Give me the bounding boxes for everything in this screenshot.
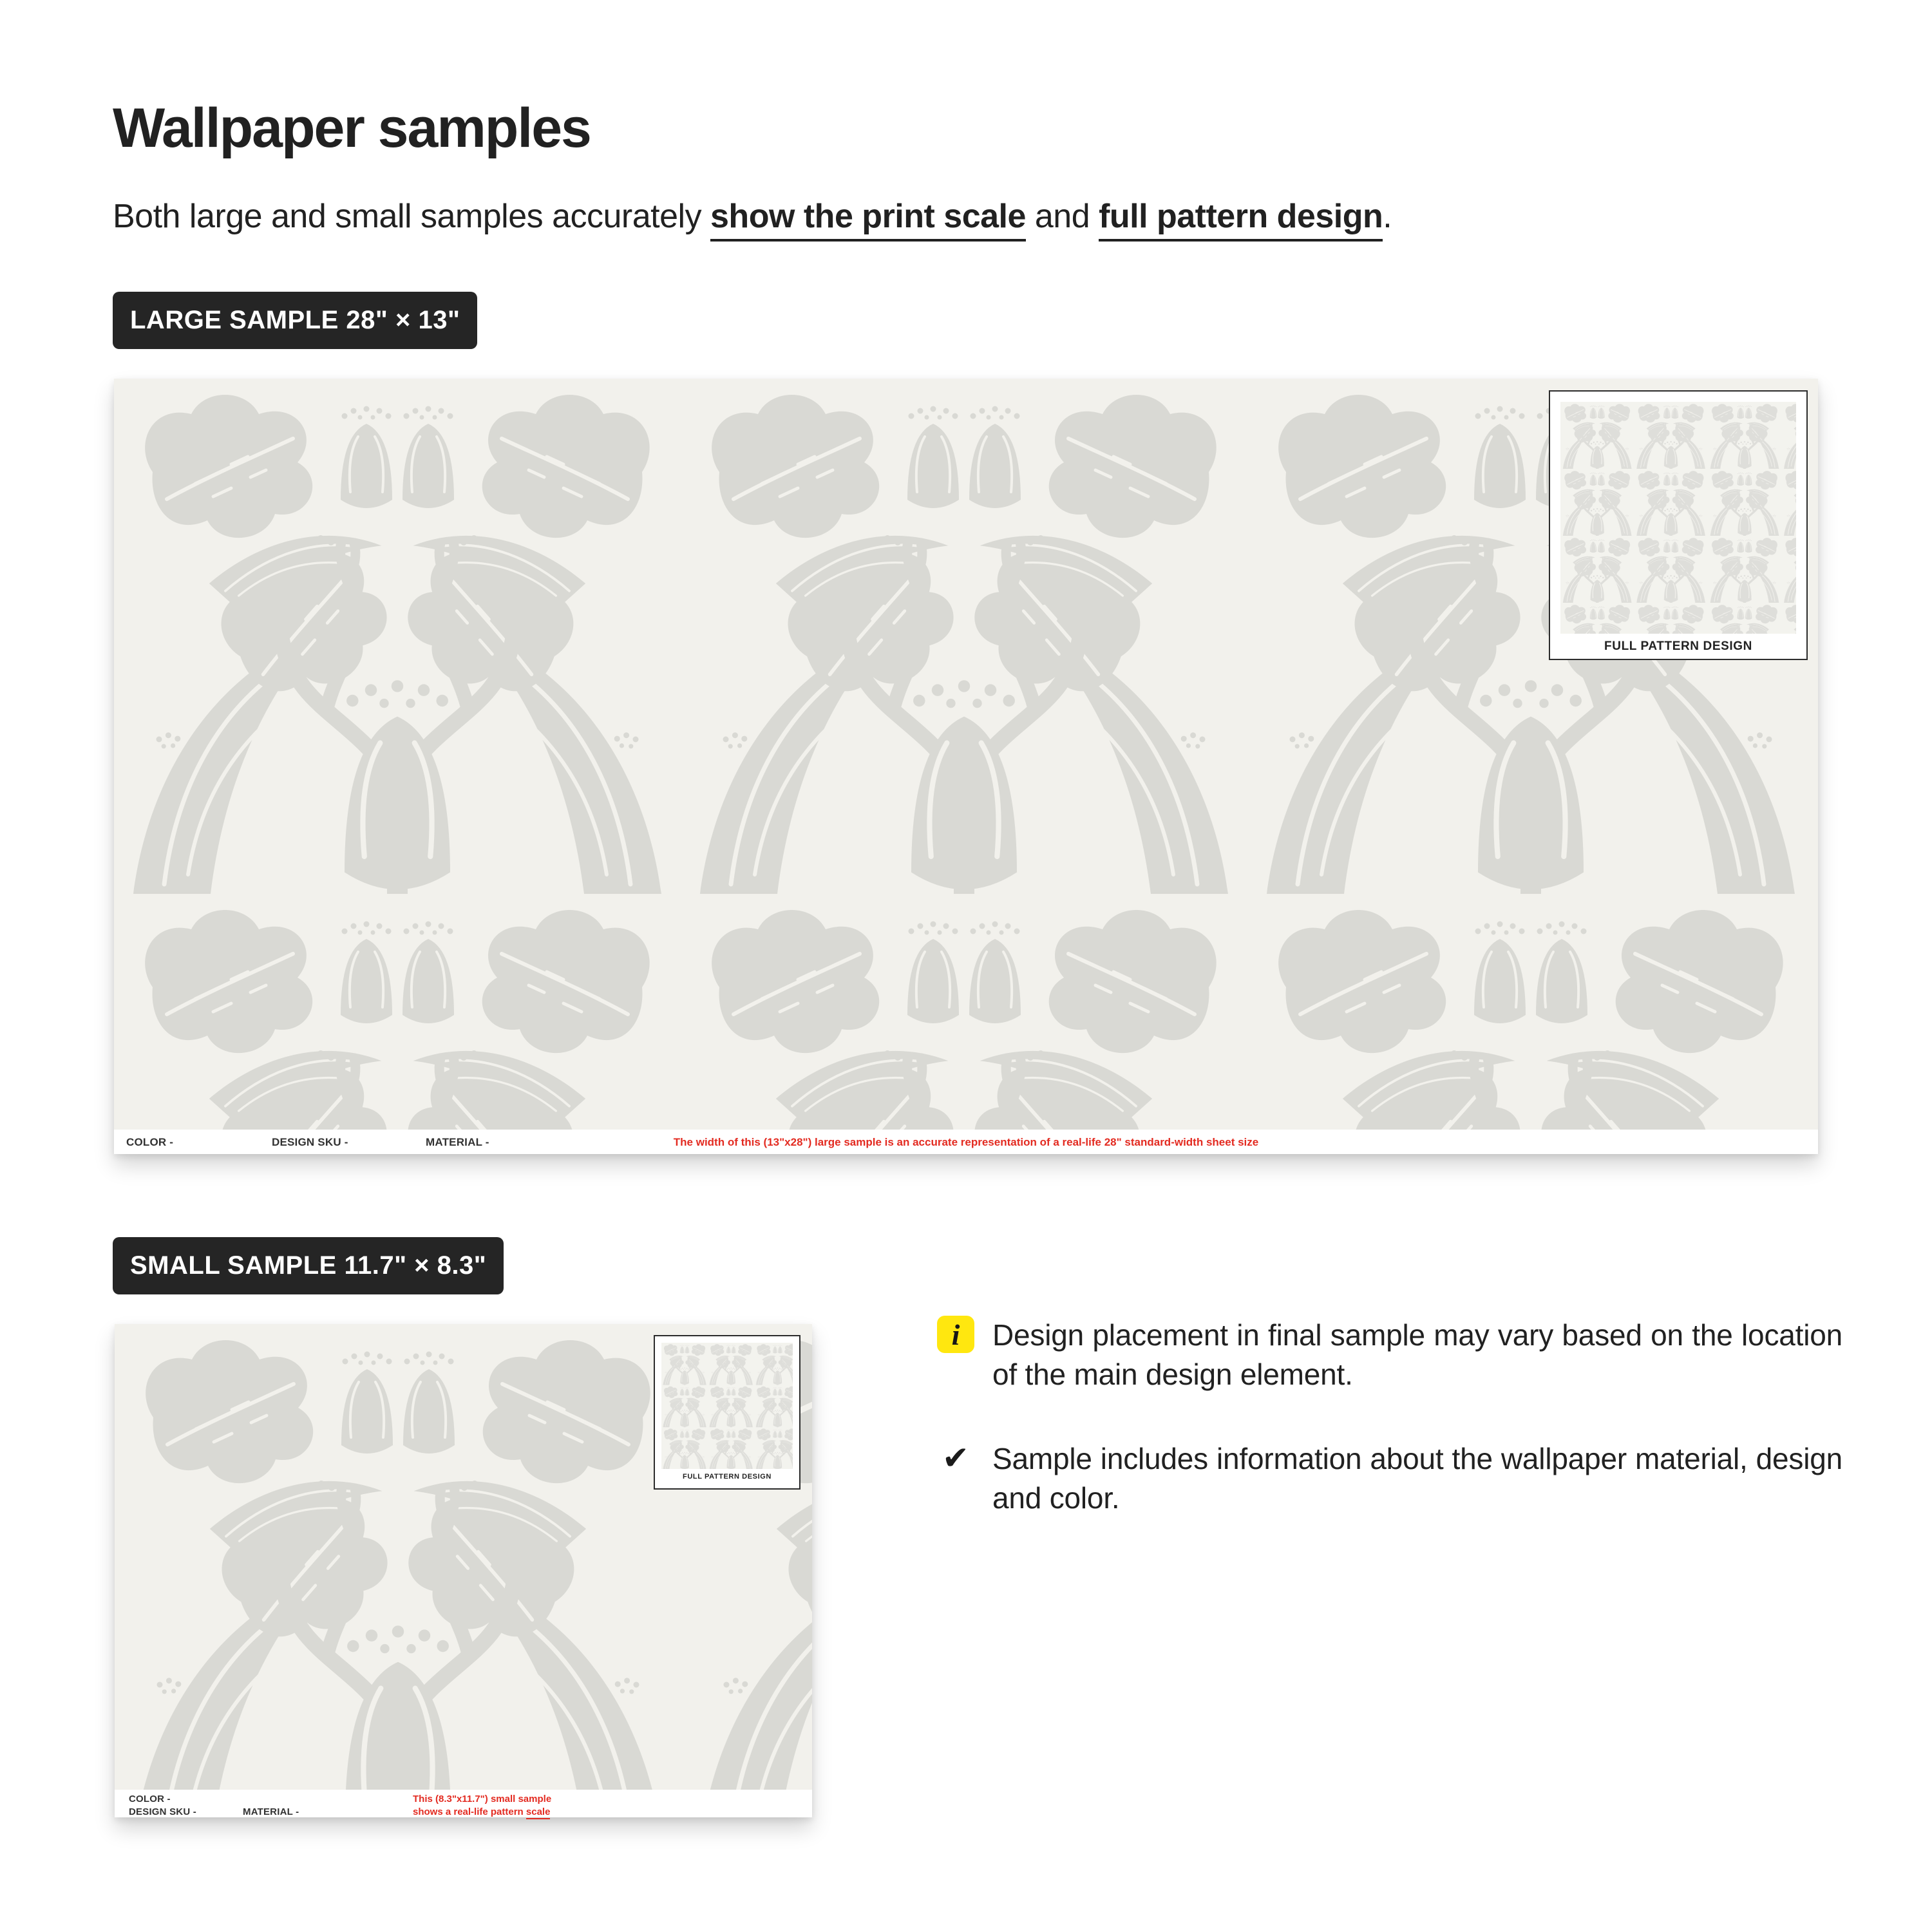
small-sample-red-note-line2: [413, 1806, 550, 1817]
small-red-note-line2-text: shows a real-life pattern: [413, 1806, 526, 1817]
large-color-label: COLOR -: [126, 1136, 174, 1148]
small-red-note-underlined-word: scale: [526, 1806, 551, 1819]
small-material-label: MATERIAL -: [243, 1806, 299, 1817]
small-sample-badge: SMALL SAMPLE 11.7" × 8.3": [113, 1237, 504, 1294]
page-title: Wallpaper samples: [113, 97, 591, 159]
small-full-pattern-inset: [654, 1335, 800, 1490]
info-icon: i: [937, 1316, 974, 1353]
small-color-label: COLOR -: [129, 1794, 171, 1804]
large-sample-sheet: [114, 379, 1818, 1154]
page-subtitle: [113, 197, 1392, 236]
subtitle-text-2: and: [1025, 198, 1099, 235]
large-sample-badge: LARGE SAMPLE 28" × 13": [113, 292, 477, 349]
large-inset-pattern-thumbnail: [1560, 402, 1796, 634]
subtitle-emph-full-pattern: full pattern design: [1099, 198, 1383, 242]
notes-column: [937, 1316, 1864, 1563]
large-sku-label: DESIGN SKU -: [272, 1136, 348, 1148]
check-note-text: Sample includes information about the wallpaper material, design and color.: [992, 1442, 1842, 1515]
small-sample-footer: [115, 1790, 812, 1817]
small-sample-sheet: [115, 1324, 812, 1817]
large-sample-footer: [114, 1130, 1818, 1154]
small-inset-caption: FULL PATTERN DESIGN: [683, 1473, 772, 1481]
large-sample-red-note: The width of this (13"x28") large sample is an accurate representation of a real-life 28" standard-width sheet size: [673, 1136, 1259, 1148]
small-inset-pattern-thumbnail: [661, 1343, 793, 1469]
large-full-pattern-inset: [1549, 390, 1808, 660]
check-note: [937, 1439, 1864, 1518]
small-sample-red-note-line1: This (8.3"x11.7") small sample: [413, 1794, 552, 1804]
subtitle-text-1: Both large and small samples accurately: [113, 198, 711, 235]
check-icon: ✔: [942, 1440, 969, 1476]
info-note: [937, 1316, 1864, 1394]
small-sku-label: DESIGN SKU -: [129, 1806, 196, 1817]
large-inset-caption: FULL PATTERN DESIGN: [1604, 639, 1752, 653]
subtitle-emph-print-scale: show the print scale: [710, 198, 1026, 242]
large-material-label: MATERIAL -: [426, 1136, 489, 1148]
subtitle-text-3: .: [1383, 198, 1392, 235]
info-note-text: Design placement in final sample may vary based on the location of the main design element.: [992, 1318, 1842, 1391]
